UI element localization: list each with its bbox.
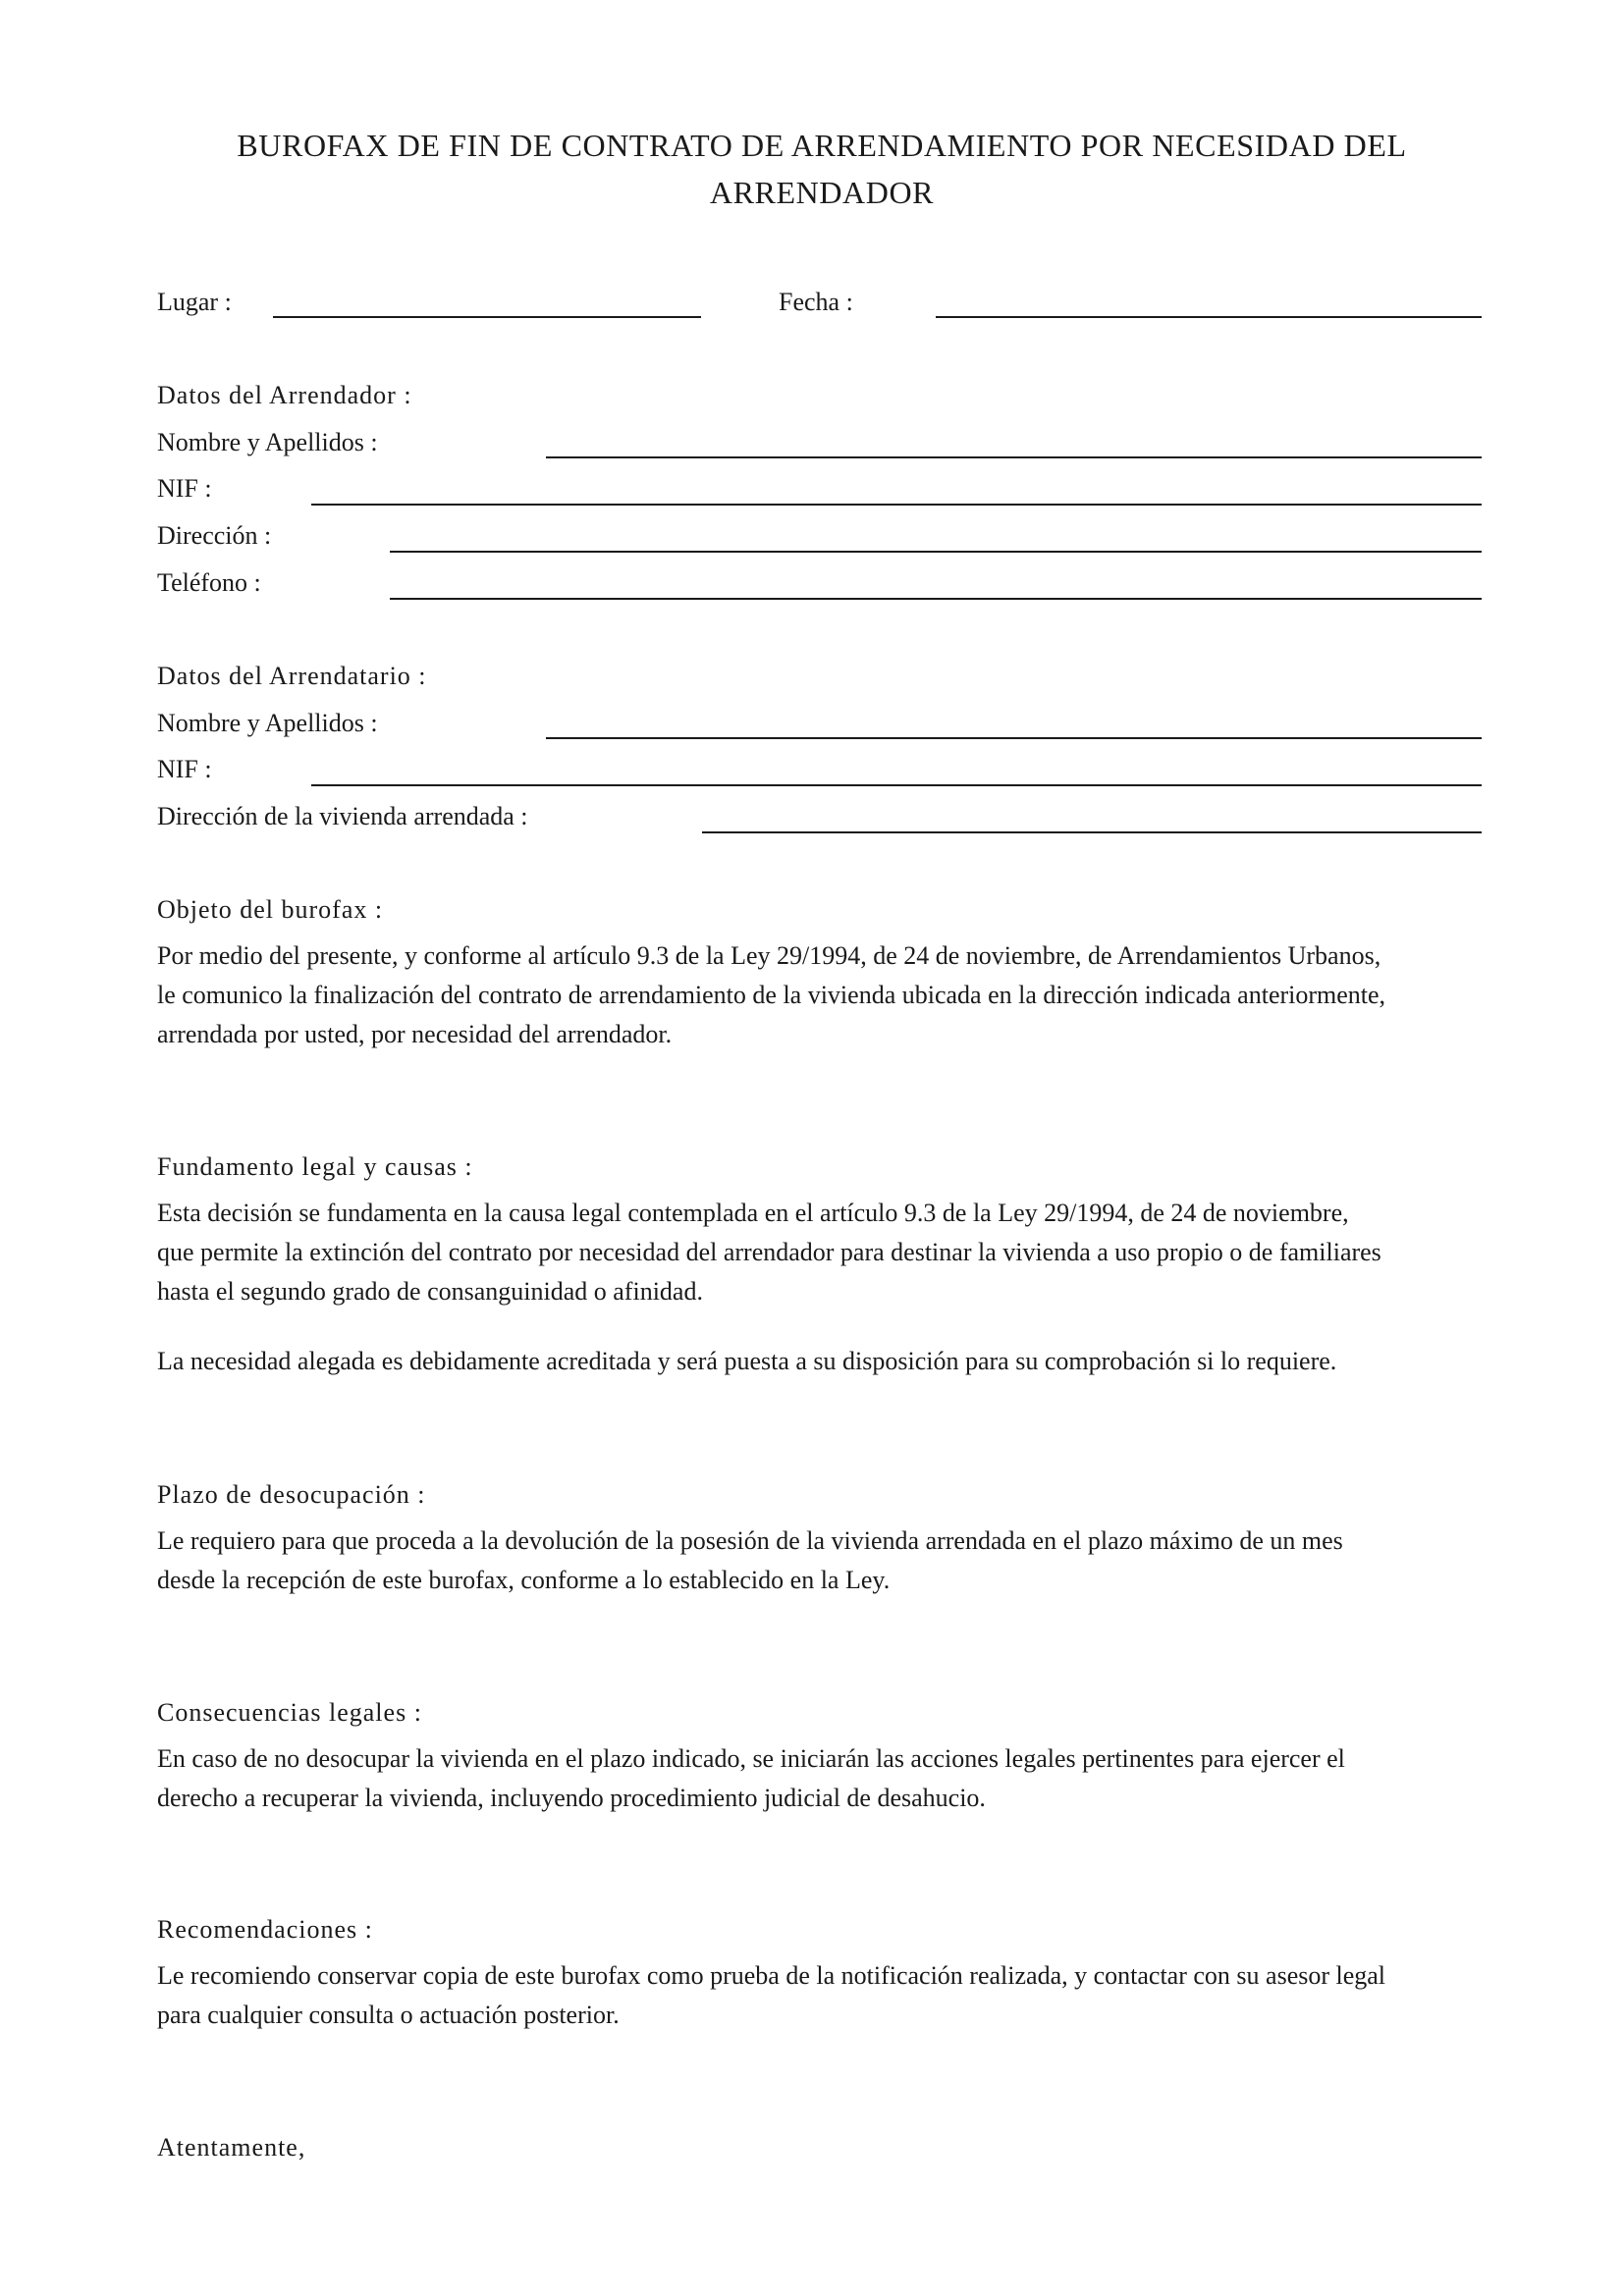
tenant-name-label: Nombre y Apellidos : [157, 709, 378, 737]
tenant-address-label: Dirección de la vivienda arrendada : [157, 802, 528, 830]
plazo-heading: Plazo de desocupación : [157, 1480, 426, 1509]
recomendaciones-line: Le recomiendo conservar copia de este burofax como prueba de la notificación realizada, y contactar con su asesor legal [157, 1961, 1386, 1990]
consecuencias-line: En caso de no desocupar la vivienda en el plazo indicado, se iniciarán las acciones legales pertinentes para ejercer el [157, 1744, 1345, 1773]
objeto-heading: Objeto del burofax : [157, 895, 384, 924]
date-label: Fecha : [779, 288, 853, 316]
landlord-name-field[interactable] [546, 456, 1482, 458]
landlord-phone-label: Teléfono : [157, 568, 261, 597]
landlord-heading: Datos del Arrendador : [157, 381, 412, 409]
fundamento-extra-line: La necesidad alegada es debidamente acreditada y será puesta a su disposición para su comprobación si lo requiere. [157, 1347, 1337, 1375]
landlord-nif-label: NIF : [157, 474, 212, 503]
objeto-line: le comunico la finalización del contrato de arrendamiento de la vivienda ubicada en la dirección indicada anteriormente, [157, 981, 1386, 1009]
landlord-address-label: Dirección : [157, 521, 272, 550]
fundamento-paragraph [157, 1194, 1492, 1311]
closing-text: Atentamente, [157, 2133, 306, 2162]
fundamento-line: que permite la extinción del contrato por necesidad del arrendador para destinar la vivienda a uso propio o de familiares [157, 1238, 1381, 1266]
plazo-line: Le requiero para que proceda a la devolución de la posesión de la vivienda arrendada en el plazo máximo de un mes [157, 1526, 1343, 1555]
date-field[interactable] [936, 316, 1482, 318]
landlord-phone-field[interactable] [390, 598, 1482, 600]
plazo-paragraph [157, 1522, 1492, 1600]
objeto-paragraph [157, 936, 1492, 1054]
objeto-line: arrendada por usted, por necesidad del arrendador. [157, 1020, 673, 1048]
fundamento-heading: Fundamento legal y causas : [157, 1152, 473, 1181]
title-line-1: BUROFAX DE FIN DE CONTRATO DE ARRENDAMIENTO POR NECESIDAD DEL [237, 128, 1407, 163]
title-line-2: ARRENDADOR [709, 175, 935, 210]
tenant-heading: Datos del Arrendatario : [157, 662, 427, 690]
recomendaciones-paragraph [157, 1956, 1492, 2035]
landlord-name-label: Nombre y Apellidos : [157, 428, 378, 456]
plazo-line: desde la recepción de este burofax, conforme a lo establecido en la Ley. [157, 1566, 891, 1594]
document-title [157, 122, 1487, 216]
place-label: Lugar : [157, 288, 232, 316]
tenant-name-field[interactable] [546, 737, 1482, 739]
landlord-address-field[interactable] [390, 551, 1482, 553]
tenant-nif-label: NIF : [157, 755, 212, 783]
recomendaciones-line: para cualquier consulta o actuación posterior. [157, 2001, 620, 2029]
consecuencias-line: derecho a recuperar la vivienda, incluyendo procedimiento judicial de desahucio. [157, 1784, 986, 1812]
consecuencias-heading: Consecuencias legales : [157, 1698, 422, 1727]
landlord-nif-field[interactable] [311, 504, 1482, 506]
recomendaciones-heading: Recomendaciones : [157, 1915, 373, 1944]
fundamento-line: hasta el segundo grado de consanguinidad o afinidad. [157, 1277, 703, 1306]
place-field[interactable] [273, 316, 701, 318]
fundamento-extra-paragraph [157, 1342, 1492, 1381]
tenant-nif-field[interactable] [311, 784, 1482, 786]
objeto-line: Por medio del presente, y conforme al artículo 9.3 de la Ley 29/1994, de 24 de noviembre, de Arrendamientos Urbanos, [157, 941, 1381, 970]
consecuencias-paragraph [157, 1739, 1492, 1818]
fundamento-line: Esta decisión se fundamenta en la causa legal contemplada en el artículo 9.3 de la Ley 29/1994, de 24 de noviembre, [157, 1199, 1349, 1227]
tenant-address-field[interactable] [702, 831, 1482, 833]
